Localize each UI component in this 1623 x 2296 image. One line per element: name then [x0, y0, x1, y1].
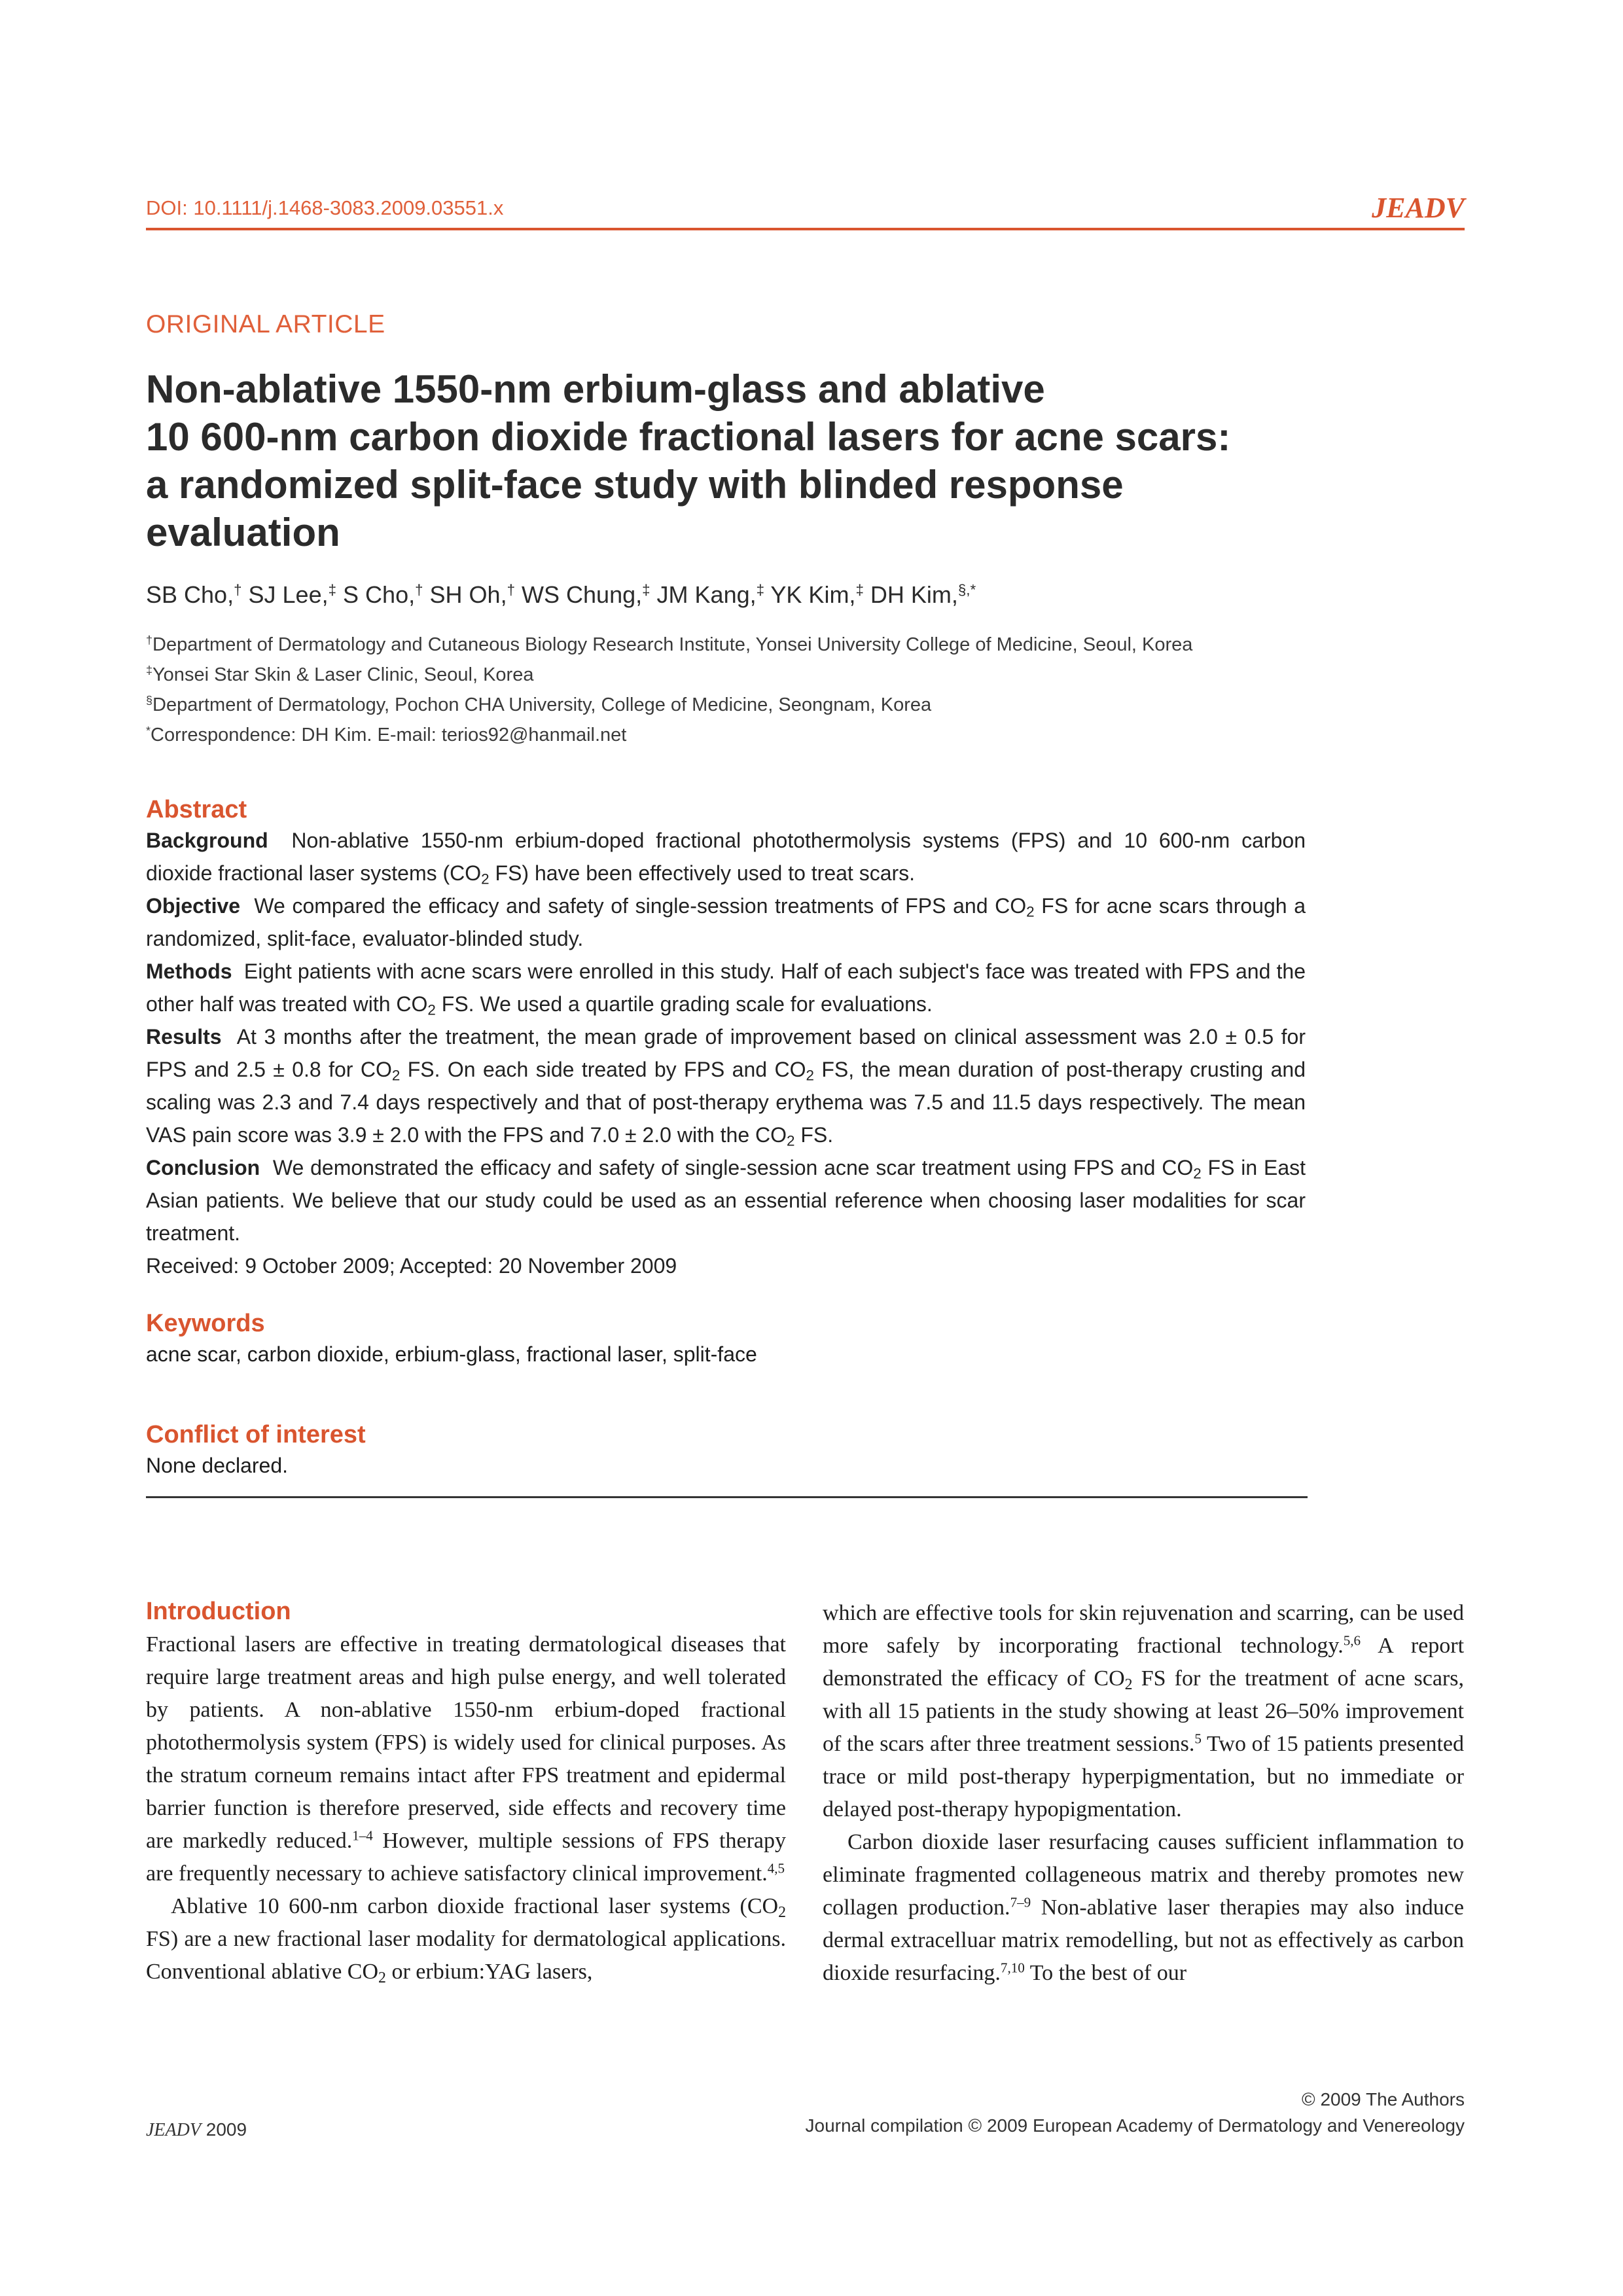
article-title	[146, 365, 1324, 556]
author-name: DH Kim,	[870, 581, 958, 608]
title-line: a randomized split-face study with blinded response	[146, 463, 1124, 507]
methods-label: Methods	[146, 960, 232, 983]
author-mark: †	[415, 581, 423, 598]
abstract-results	[146, 1020, 1306, 1151]
author-name: SJ Lee,	[248, 581, 329, 608]
intro-paragraph	[146, 1890, 786, 1988]
paragraph-text: Carbon dioxide laser resurfacing causes sufficient inflammation to eliminate fragmented collageneous matrix and thereby promotes new collagen production.	[823, 1830, 1464, 1920]
paragraph-text: Fractional lasers are effective in treating dermatological diseases that require large treatment areas and high pulse energy, and well tolerated by patients. A non-ablative 1550-nm erbium-doped fractional photothermolysis system (FPS) is widely used for clinical purposes. As the stratum corneum remains intact after FPS treatment and epidermal barrier function is therefore preserved, side effects and recovery time are markedly reduced.	[146, 1632, 786, 1853]
doi-link[interactable]: DOI: 10.1111/j.1468-3083.2009.03551.x	[146, 196, 504, 219]
author-name: SH Oh,	[429, 581, 507, 608]
author-name: SB Cho,	[146, 581, 234, 608]
section-divider	[146, 1496, 1308, 1498]
affiliation-mark: †	[146, 634, 152, 647]
citation: 7–9	[1010, 1894, 1031, 1910]
intro-column-left	[146, 1597, 786, 1988]
subscript: 2	[778, 1903, 786, 1921]
paragraph-text: Two of 15 patients presented trace or mild post-therapy hyperpigmentation, but no immediate or delayed post-therapy hypopigmentation.	[823, 1732, 1464, 1821]
abstract-methods	[146, 955, 1306, 1020]
subscript: 2	[1124, 1676, 1133, 1693]
affiliation-text: Department of Dermatology and Cutaneous Biology Research Institute, Yonsei University College of Medicine, Seoul, Korea	[152, 634, 1193, 655]
subscript: 2	[787, 1132, 795, 1149]
affiliation-text: Department of Dermatology, Pochon CHA University, College of Medicine, Seongnam, Korea	[152, 694, 932, 715]
correspondence	[146, 720, 1389, 750]
citation: 5	[1194, 1731, 1202, 1747]
objective-text: FS for acne scars through a randomized, split-face, evaluator-blinded study.	[146, 894, 1306, 950]
citation: 7,10	[1000, 1960, 1025, 1976]
abstract-heading: Abstract	[146, 796, 247, 823]
results-text: FS.	[794, 1123, 834, 1147]
author-name: WS Chung,	[522, 581, 643, 608]
methods-text: FS. We used a quartile grading scale for evaluations.	[435, 992, 933, 1016]
paragraph-text: or erbium:YAG lasers,	[385, 1960, 593, 1984]
affiliation-mark: *	[146, 724, 151, 738]
results-label: Results	[146, 1025, 222, 1049]
paragraph-text: FS for the treatment of acne scars, with all 15 patients in the study showing at least 26–50% improvement of the scars after three treatment sessions.	[823, 1666, 1464, 1756]
title-line: evaluation	[146, 511, 340, 554]
author-list	[146, 581, 976, 609]
affiliation-mark: ‡	[146, 664, 152, 677]
running-header	[146, 192, 1465, 224]
paragraph-text: A report demonstrated the efficacy of CO	[823, 1634, 1465, 1691]
author-mark: ‡	[328, 581, 337, 598]
abstract-section	[146, 795, 1306, 1282]
conclusion-text: We demonstrated the efficacy and safety of single-session acne scar treatment using FPS and CO	[272, 1156, 1194, 1179]
author-mark: ‡	[642, 581, 651, 598]
conclusion-label: Conclusion	[146, 1156, 260, 1179]
title-line: Non-ablative 1550-nm erbium-glass and ablative	[146, 367, 1045, 411]
subscript: 2	[427, 1001, 436, 1018]
author-mark: ‡	[756, 581, 765, 598]
abstract-conclusion	[146, 1151, 1306, 1249]
received-dates: Received: 9 October 2009; Accepted: 20 November 2009	[146, 1254, 677, 1278]
objective-label: Objective	[146, 894, 241, 918]
conflict-heading: Conflict of interest	[146, 1421, 366, 1448]
results-text: FS, the mean duration of post-therapy crusting and scaling was 2.3 and 7.4 days respectively and that of post-therapy erythema was 7.5 and 11.5 days respectively. The mean VAS pain score was 3.9 ± 2.0 with the FPS and 7.0 ± 2.0 with the CO	[146, 1058, 1306, 1147]
copyright-line: © 2009 The Authors	[1302, 2089, 1465, 2109]
paragraph-text: FS) are a new fractional laser modality for dermatological applications. Conventional ablative CO	[146, 1927, 786, 1984]
header-rule	[146, 228, 1465, 230]
citation: 1–4	[352, 1827, 373, 1844]
paragraph-text: However, multiple sessions of FPS therapy are frequently necessary to achieve satisfactory clinical improvement.	[146, 1829, 786, 1886]
footer-journal	[146, 2119, 247, 2141]
objective-text: We compared the efficacy and safety of single-session treatments of FPS and CO	[254, 894, 1027, 918]
article-type-label: ORIGINAL ARTICLE	[146, 310, 385, 338]
subscript: 2	[378, 1969, 386, 1986]
title-line: 10 600-nm carbon dioxide fractional lasers for acne scars:	[146, 415, 1231, 459]
keywords-section	[146, 1309, 1306, 1371]
paragraph-text: Non-ablative laser therapies may also induce dermal extracelluar matrix remodelling, but not as effectively as carbon dioxide resurfacing.	[823, 1895, 1464, 1985]
subscript: 2	[391, 1067, 401, 1084]
citation: 4,5	[767, 1860, 785, 1876]
journal-name: JEADV	[1372, 192, 1465, 224]
background-text: Non-ablative 1550-nm erbium-doped fractional photothermolysis systems (FPS) and 10 600-nm carbon dioxide fractional laser systems (CO	[146, 829, 1306, 885]
author-mark: †	[507, 581, 516, 598]
subscript: 2	[481, 870, 490, 888]
footer-year: 2009	[200, 2119, 247, 2140]
author-name: JM Kang,	[656, 581, 757, 608]
conflict-text: None declared.	[146, 1454, 289, 1477]
background-text: FS) have been effectively used to treat scars.	[489, 861, 916, 885]
author-name: S Cho,	[343, 581, 416, 608]
affiliation-mark: §	[146, 694, 152, 708]
intro-paragraph	[823, 1597, 1464, 1826]
abstract-background	[146, 824, 1306, 889]
author-name: YK Kim,	[770, 581, 856, 608]
intro-column-right	[823, 1597, 1464, 1990]
results-text: FS. On each side treated by FPS and CO	[400, 1058, 806, 1081]
subscript: 2	[1026, 903, 1035, 920]
author-mark: §,*	[957, 581, 976, 598]
background-label: Background	[146, 829, 268, 852]
affiliation	[146, 630, 1389, 660]
subscript: 2	[1193, 1165, 1202, 1182]
author-mark: ‡	[855, 581, 864, 598]
methods-text: Eight patients with acne scars were enrolled in this study. Half of each subject's face was treated with FPS and the other half was treated with CO	[146, 960, 1306, 1016]
affiliations	[146, 630, 1389, 750]
citation: 5,6	[1343, 1632, 1361, 1649]
subscript: 2	[806, 1067, 814, 1084]
intro-paragraph	[823, 1826, 1464, 1990]
results-text: At 3 months after the treatment, the mean grade of improvement based on clinical assessment was 2.0 ± 0.5 for FPS and 2.5 ± 0.8 for CO	[146, 1025, 1306, 1081]
paragraph-text: which are effective tools for skin rejuvenation and scarring, can be used more safely by incorporating fractional technology.	[823, 1601, 1464, 1658]
paragraph-text: To the best of our	[1024, 1961, 1187, 1985]
abstract-objective	[146, 889, 1306, 955]
footer-journal-name: JEADV	[146, 2120, 201, 2140]
introduction-heading: Introduction	[146, 1598, 291, 1625]
copyright-line: Journal compilation © 2009 European Academy of Dermatology and Venereology	[805, 2115, 1465, 2136]
affiliation	[146, 660, 1389, 690]
affiliation-text: Yonsei Star Skin & Laser Clinic, Seoul, Korea	[152, 664, 534, 685]
intro-paragraph	[146, 1628, 786, 1890]
keywords-text: acne scar, carbon dioxide, erbium-glass, fractional laser, split-face	[146, 1342, 757, 1366]
keywords-heading: Keywords	[146, 1310, 265, 1337]
correspondence-text: Correspondence: DH Kim. E-mail: terios92@hanmail.net	[151, 725, 627, 745]
paragraph-text: Ablative 10 600-nm carbon dioxide fractional laser systems (CO	[171, 1894, 779, 1918]
author-mark: †	[234, 581, 242, 598]
conclusion-text: FS in East Asian patients. We believe that our study could be used as an essential reference when choosing laser modalities for scar treatment.	[146, 1156, 1306, 1245]
footer-copyright	[806, 2087, 1465, 2139]
affiliation	[146, 690, 1389, 720]
conflict-section	[146, 1420, 1306, 1482]
